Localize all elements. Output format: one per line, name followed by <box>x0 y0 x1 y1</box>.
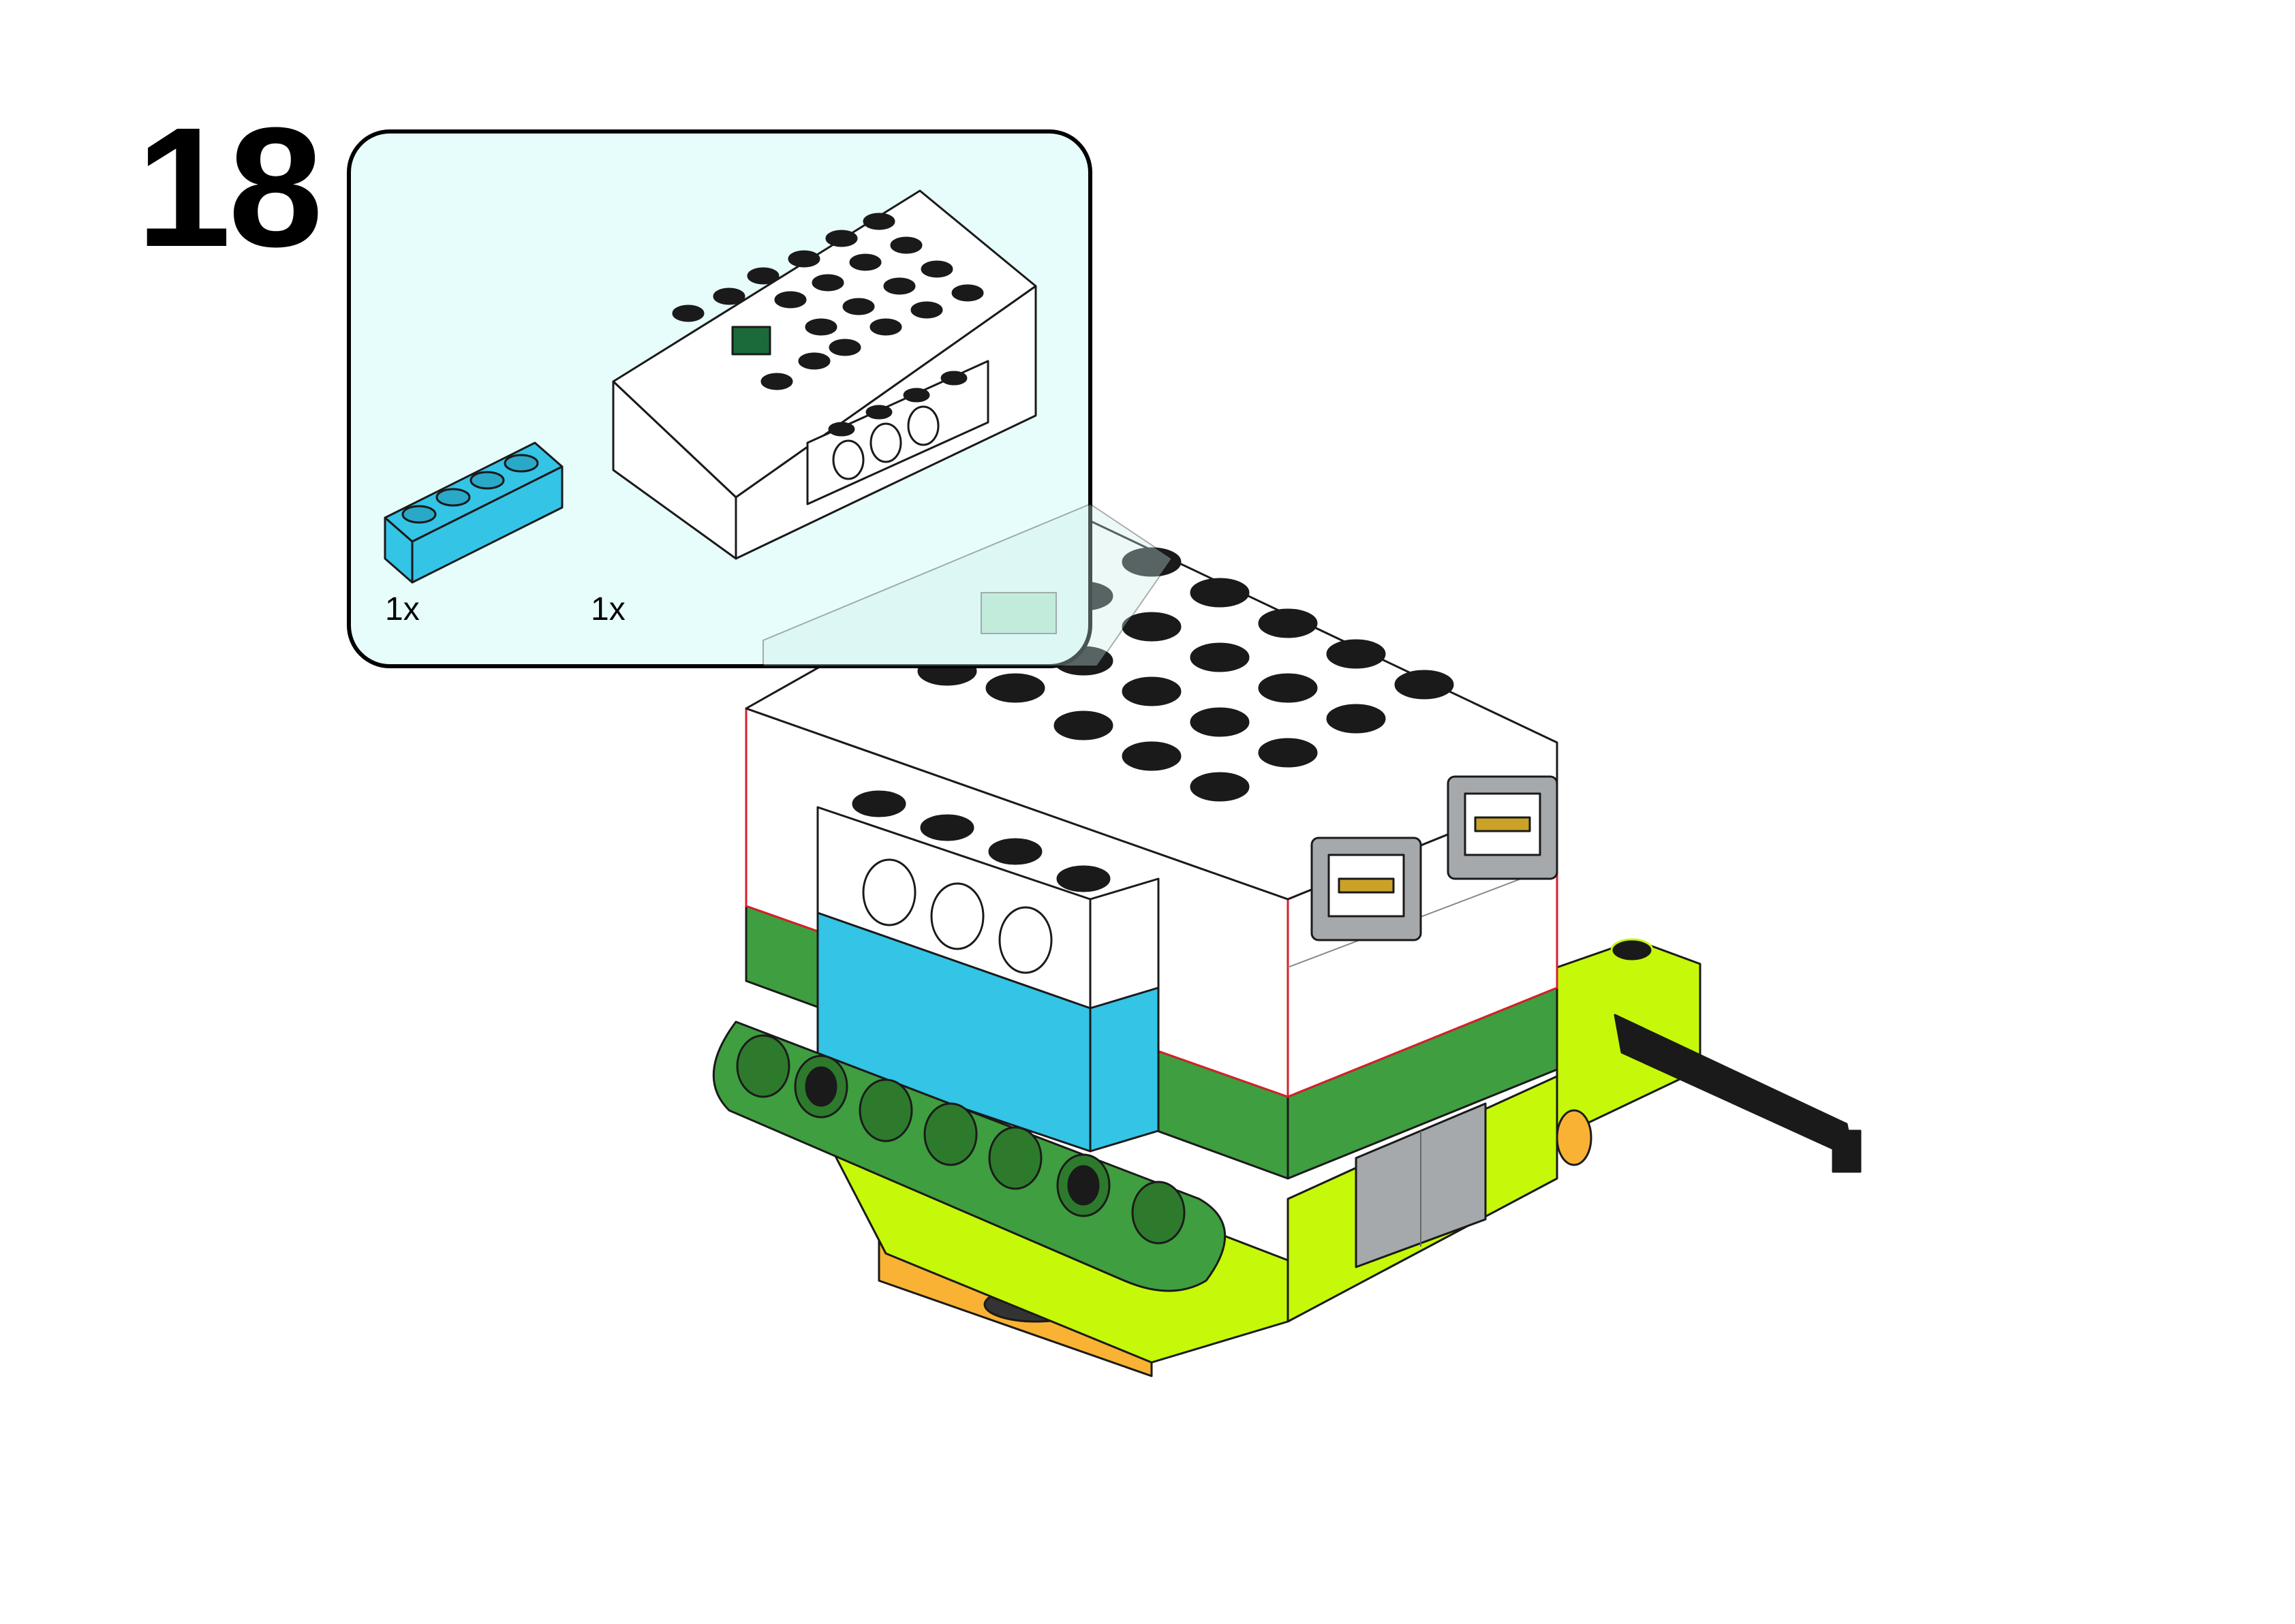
axle-end <box>1833 1131 1860 1172</box>
azure-brick-side <box>1090 988 1158 1151</box>
beam-hole <box>1612 939 1652 961</box>
part-1-quantity: 1x <box>385 591 420 627</box>
step-number: 18 <box>136 92 321 282</box>
smarthub-led <box>733 327 770 354</box>
part-2-quantity: 1x <box>591 591 626 627</box>
orange-bush <box>1557 1110 1591 1165</box>
